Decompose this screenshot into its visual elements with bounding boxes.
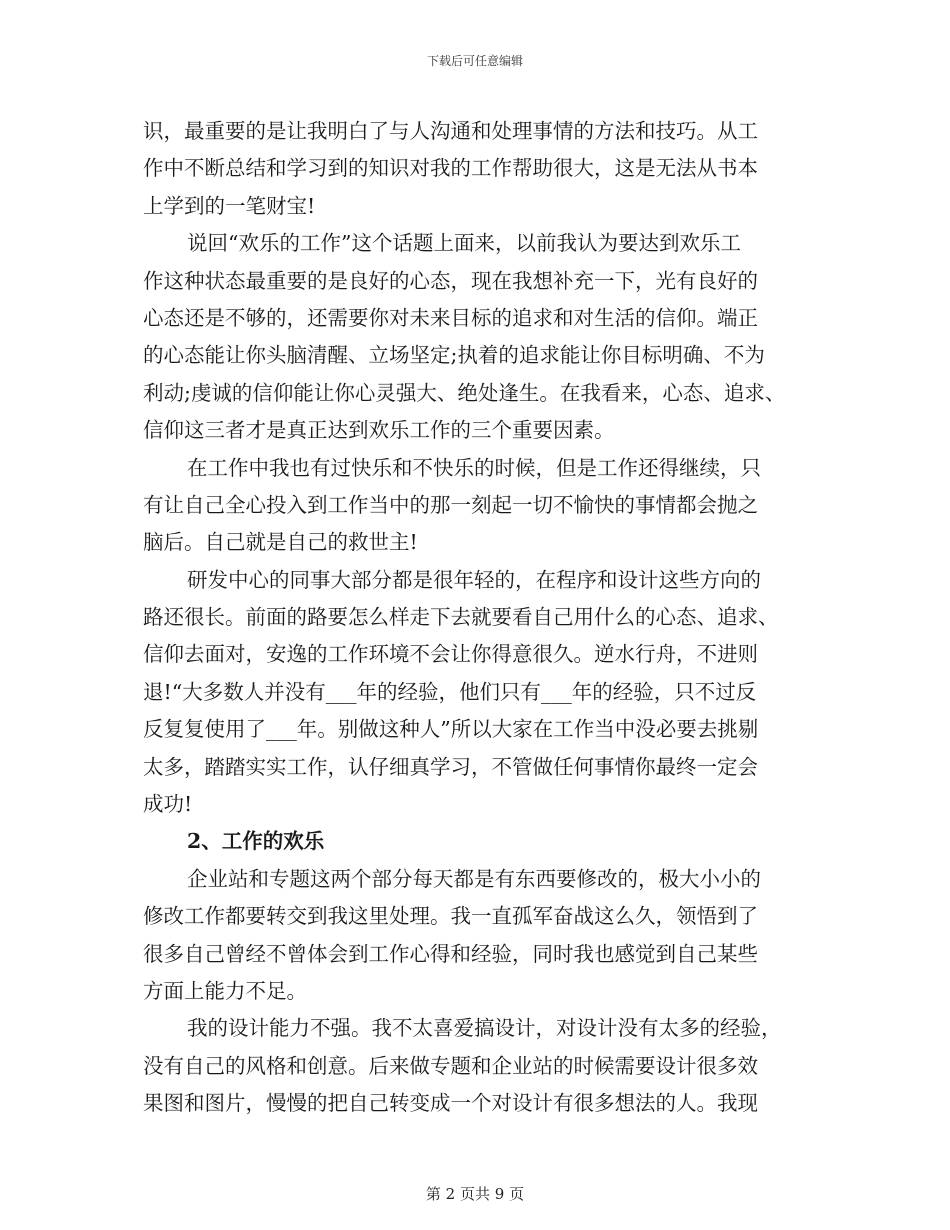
text-line: 果图和图片，慢慢的把自己转变成一个对设计有很多想法的人。我现 xyxy=(143,1091,758,1116)
text-line: 的心态能让你头脑清醒、立场坚定;执着的追求能让你目标明确、不为 xyxy=(143,343,765,368)
text-line: 识，最重要的是让我明白了与人沟通和处理事情的方法和技巧。从工 xyxy=(143,119,758,143)
text-line: 企业站和专题这两个部分每天都是有东西要修改的，极大小小的 xyxy=(187,866,761,891)
section-heading: 2、工作的欢乐 xyxy=(187,829,325,854)
text-line: 信仰去面对，安逸的工作环境不会让你得意很久。逆水行舟，不进则 xyxy=(143,642,758,667)
text-line: 信仰这三者才是真正达到欢乐工作的三个重要因素。 xyxy=(143,418,615,443)
text-line: 在工作中我也有过快乐和不快乐的时候，但是工作还得继续，只 xyxy=(187,455,761,480)
text-line: 脑后。自己就是自己的救世主! xyxy=(143,530,418,555)
text-line: 有让自己全心投入到工作当中的那一刻起一切不愉快的事情都会抛之 xyxy=(143,492,758,517)
document-body xyxy=(143,113,823,1123)
text-line: 退!“大多数人并没有___年的经验，他们只有___年的经验，只不过反 xyxy=(143,679,757,704)
text-line: 很多自己曾经不曾体会到工作心得和经验，同时我也感觉到自己某些 xyxy=(143,941,758,966)
text-line: 成功! xyxy=(143,792,193,817)
page-header: 下载后可任意编辑 xyxy=(426,54,523,68)
text-line: 我的设计能力不强。我不太喜爱搞设计，对设计没有太多的经验， xyxy=(187,1016,782,1041)
text-line: 修改工作都要转交到我这里处理。我一直孤军奋战这么久，领悟到了 xyxy=(143,904,758,929)
text-line: 利动;虔诚的信仰能让你心灵强大、绝处逢生。在我看来，心态、追求、 xyxy=(143,380,786,405)
text-line: 作中不断总结和学习到的知识对我的工作帮助很大，这是无法从书本 xyxy=(143,156,758,181)
text-line: 反复复使用了___年。别做这种人”所以大家在工作当中没必要去挑剔 xyxy=(143,717,759,742)
text-line: 上学到的一笔财宝! xyxy=(143,193,316,218)
text-line: 方面上能力不足。 xyxy=(143,978,307,1003)
text-line: 心态还是不够的，还需要你对未来目标的追求和对生活的信仰。端正 xyxy=(143,305,758,330)
page-number-footer: 第 2 页共 9 页 xyxy=(425,1185,525,1203)
text-line: 研发中心的同事大部分都是很年轻的，在程序和设计这些方向的 xyxy=(187,567,761,592)
text-line: 说回“欢乐的工作”这个话题上面来，以前我认为要达到欢乐工 xyxy=(187,231,741,256)
text-line: 作这种状态最重要的是良好的心态，现在我想补充一下，光有良好的 xyxy=(143,268,758,293)
text-line: 没有自己的风格和创意。后来做专题和企业站的时候需要设计很多效 xyxy=(143,1053,758,1078)
text-line: 太多，踏踏实实工作，认仔细真学习，不管做任何事情你最终一定会 xyxy=(143,754,758,779)
text-line: 路还很长。前面的路要怎么样走下去就要看自己用什么的心态、追求、 xyxy=(143,605,779,630)
